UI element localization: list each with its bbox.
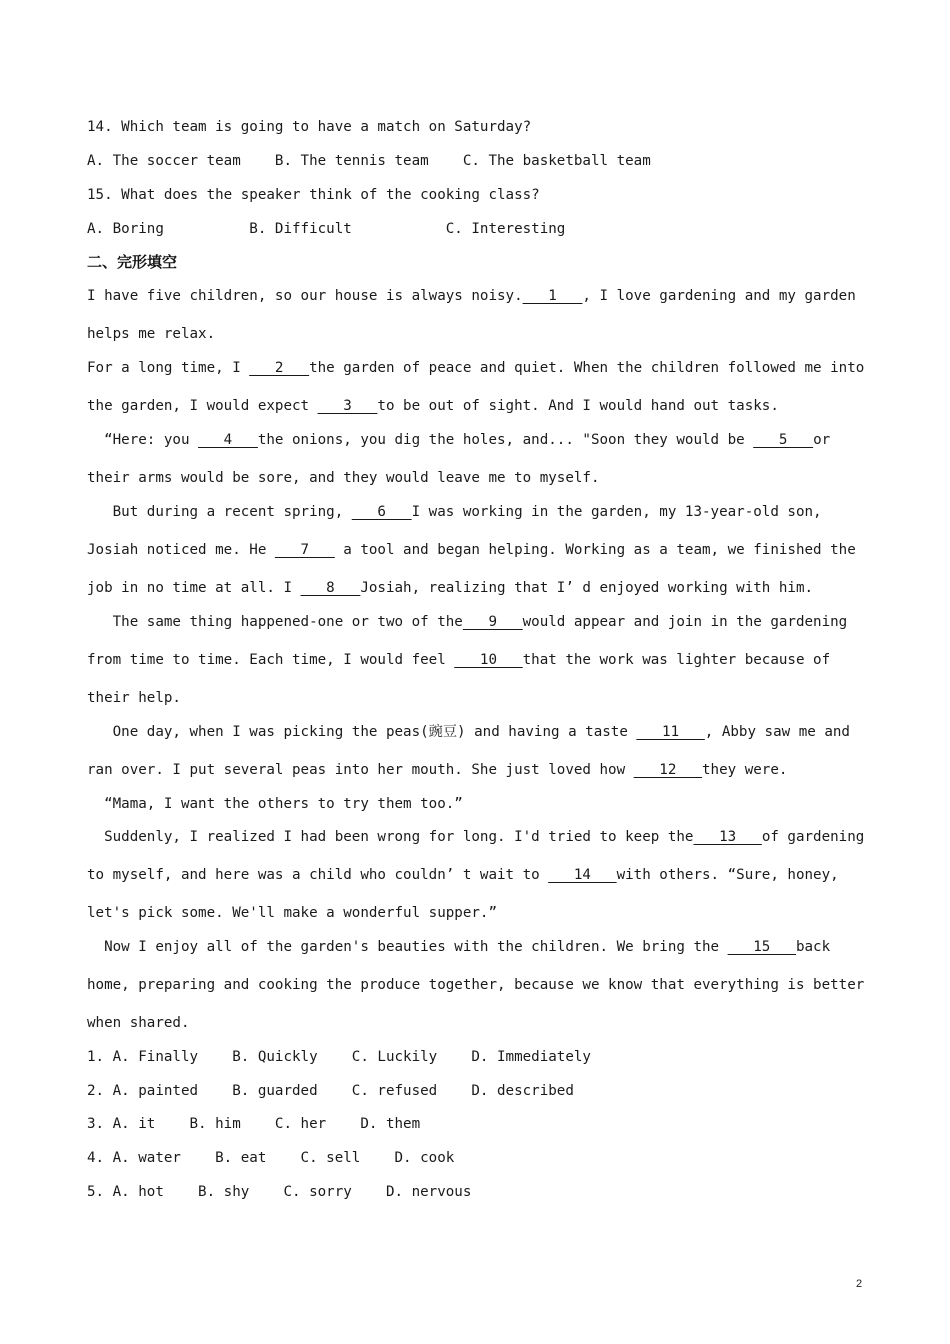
passage-line: helps me relax. (87, 326, 216, 342)
blank-8: ___8___ (300, 580, 361, 596)
blank-10: ___10___ (454, 652, 523, 668)
blank-3: ___3___ (317, 398, 378, 414)
blank-4: ___4___ (198, 432, 258, 448)
passage-line: “Mama, I want the others to try them too.” (87, 796, 463, 812)
passage-line: job in no time at all. I ___8___Josiah, realizing that I’ d enjoyed working with him. (87, 580, 814, 596)
page-number: 2 (856, 1278, 863, 1290)
blank-9: ___9___ (462, 614, 523, 630)
question-15: 15. What does the speaker think of the cooking class? (87, 187, 540, 203)
question-14-options: A. The soccer team B. The tennis team C. The basketball team (87, 153, 651, 169)
passage-line: the garden, I would expect ___3___to be out of sight. And I would hand out tasks. (87, 398, 779, 414)
choice-row-1: 1. A. Finally B. Quickly C. Luckily D. Immediately (87, 1049, 591, 1065)
passage-line: ran over. I put several peas into her mouth. She just loved how ___12___they were. (87, 762, 788, 778)
passage-line: Josiah noticed me. He ___7___ a tool and began helping. Working as a team, we finished the (87, 542, 856, 558)
passage-line: from time to time. Each time, I would feel ___10___that the work was lighter because of (87, 652, 831, 668)
choice-row-5: 5. A. hot B. shy C. sorry D. nervous (87, 1184, 472, 1200)
blank-7: ___7___ (274, 542, 335, 558)
blank-11: ___11___ (636, 724, 705, 740)
blank-1: ___1___ (522, 288, 583, 304)
passage-line: For a long time, I ___2___the garden of peace and quiet. When the children followed me into (87, 360, 865, 376)
passage-line: their help. (87, 690, 181, 706)
blank-14: ___14___ (548, 867, 617, 883)
passage-line: I have five children, so our house is always noisy.___1___, I love gardening and my garden (87, 288, 856, 304)
blank-2: ___2___ (249, 360, 310, 376)
question-14: 14. Which team is going to have a match on Saturday? (87, 119, 532, 135)
blank-5: ___5___ (753, 432, 814, 448)
blank-6: ___6___ (351, 504, 412, 520)
passage-line: Now I enjoy all of the garden's beauties with the children. We bring the ___15___back (87, 939, 831, 955)
passage-line: The same thing happened-one or two of the___9___would appear and join in the gardening (87, 614, 848, 630)
blank-12: ___12___ (633, 762, 703, 778)
passage-line: But during a recent spring, ___6___I was working in the garden, my 13-year-old son, (87, 504, 822, 520)
passage-line: “Here: you ___4___the onions, you dig the holes, and... "Soon they would be ___5___or (87, 432, 831, 448)
passage-line: One day, when I was picking the peas(豌豆) and having a taste ___11___, Abby saw me and (87, 724, 850, 740)
choice-row-4: 4. A. water B. eat C. sell D. cook (87, 1150, 455, 1166)
question-15-options: A. Boring B. Difficult C. Interesting (87, 221, 566, 237)
passage-line: to myself, and here was a child who couldn’ t wait to ___14___with others. “Sure, honey, (87, 867, 839, 883)
passage-line: their arms would be sore, and they would leave me to myself. (87, 470, 600, 486)
blank-15: ___15___ (727, 939, 796, 955)
passage-line: let's pick some. We'll make a wonderful supper.” (87, 905, 497, 921)
choice-row-3: 3. A. it B. him C. her D. them (87, 1116, 421, 1132)
passage-line: home, preparing and cooking the produce together, because we know that everything is better (87, 977, 865, 993)
choice-row-2: 2. A. painted B. guarded C. refused D. described (87, 1083, 574, 1099)
passage-line: Suddenly, I realized I had been wrong for long. I'd tried to keep the___13___of gardening (87, 829, 865, 845)
section-heading: 二、完形填空 (87, 253, 178, 271)
passage-line: when shared. (87, 1015, 190, 1031)
blank-13: ___13___ (693, 829, 762, 845)
